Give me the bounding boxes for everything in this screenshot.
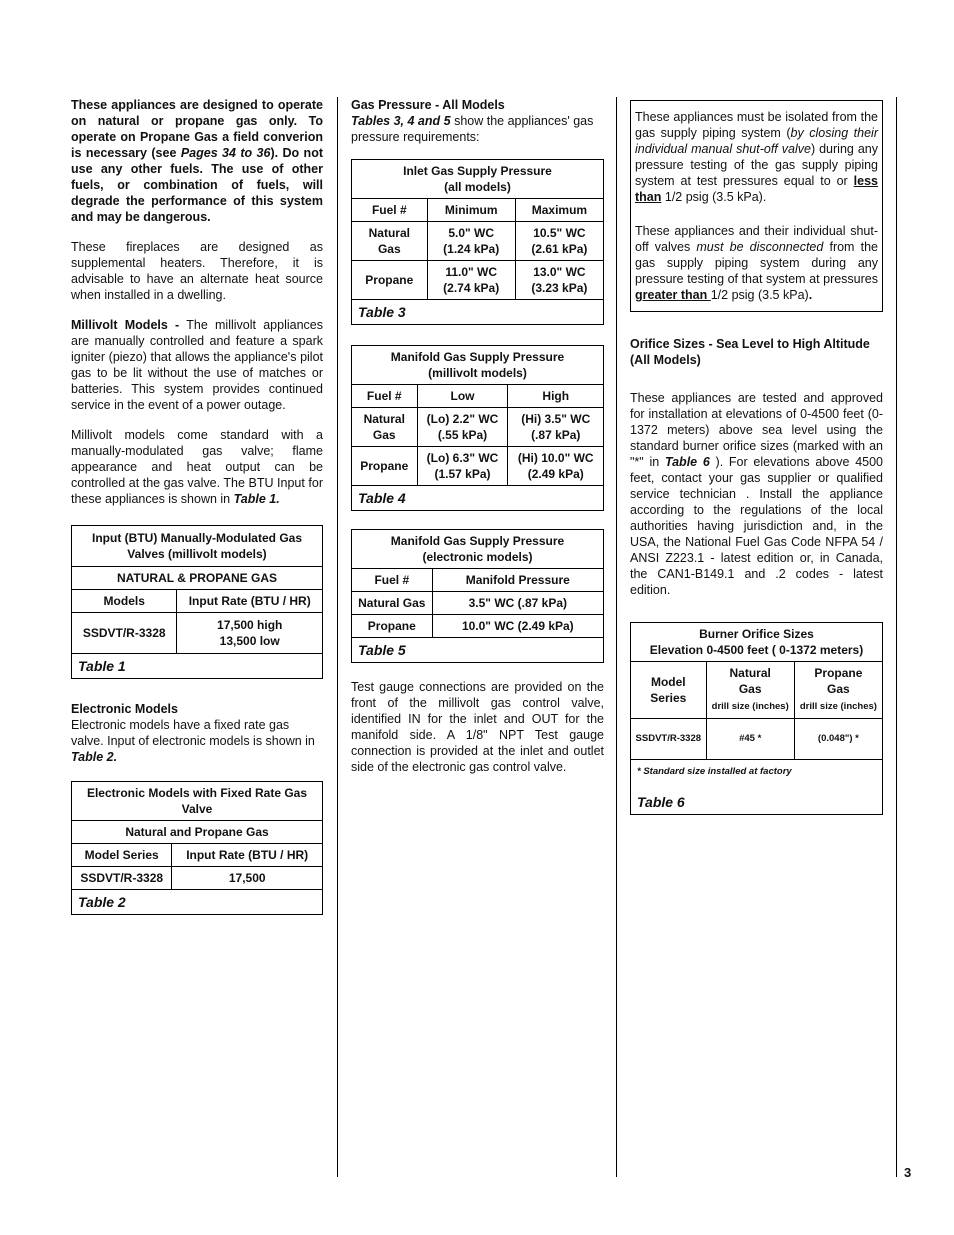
millivolt-paragraph-2: Millivolt models come standard with a manually-modulated gas valve; flame appearance and heat output can be controlled at the gas valve. The BTU Input for these appliances is shown in Table 1. [71,428,323,506]
table-3 [351,159,604,325]
column-3 [630,100,883,831]
column-2 [351,97,604,789]
table-1-title: Input (BTU) Manually-Modulated Gas Valves (millivolt models) [72,526,323,567]
table-4-low: (Lo) 2.2" WC (.55 kPa) [417,408,508,447]
column-1 [71,97,323,931]
table-6-title: Burner Orifice Sizes Elevation 0-4500 feet ( 0-1372 meters) [631,623,883,662]
table-4-fuel: Propane [352,447,418,486]
page-number: 3 [904,1165,912,1180]
table-3-caption: Table 3 [352,300,604,325]
table-1 [71,525,323,679]
isolation-notice-box [630,100,883,312]
millivolt-paragraph: Millivolt Models - The millivolt appliances are manually controlled and feature a spark igniter (piezo) that allows the appliance's pilot gas to be lit without the use of matches or batteries. This system provides continued service in the event of a power outage. [71,318,323,412]
table-6 [630,622,883,815]
table-1-header-models: Models [72,590,177,613]
table-4-header-low: Low [417,385,508,408]
table-4-fuel: Natural Gas [352,408,418,447]
orifice-paragraph: These appliances are tested and approved for installation at elevations of 0-4500 feet (0-1372 meters) above sea level using the standard burner orifice sizes (marked with an "*" in Table 6 ). For elevations above 4500 feet, contact your gas supplier or qualified service technician . Install the appliance according to the regulations of the local authorities having jurisdiction and, in the USA, the National Fuel Gas Code NFPA 54 / ANSI Z223.1 - latest edition or, in Canada, the CAN1-B149.1 and .2 codes - latest edition. [630,391,884,597]
table-3-min: 11.0" WC (2.74 kPa) [427,261,515,300]
table-5-caption: Table 5 [352,638,604,663]
gas-pressure-paragraph: Gas Pressure - All Models Tables 3, 4 and 5 show the appliances' gas pressure requirements: [351,98,594,144]
table-3-title: Inlet Gas Supply Pressure (all models) [352,160,604,199]
column-rule-3 [896,97,897,1177]
table-4-low: (Lo) 6.3" WC (1.57 kPa) [417,447,508,486]
gauge-paragraph: Test gauge connections are provided on the front of the millivolt gas control valve, identified IN for the inlet and OUT for the manifold side. A 1/8" NPT Test gauge connection is provided at the inlet and outlet side of the electronic gas control valve. [351,680,604,774]
table-4-high: (Hi) 3.5" WC (.87 kPa) [508,408,604,447]
isolation-paragraph-2: These appliances and their individual shut-off valves must be disconnected from the gas supply piping system during any pressure testing of that system at pressures greater than 1/2 psig (3.5 kPa). [635,224,878,302]
table-2-title: Electronic Models with Fixed Rate Gas Valve [72,782,323,821]
table-1-header-rate: Input Rate (BTU / HR) [177,590,323,613]
table-6-note-caption: * Standard size installed at factory [631,760,883,795]
table-5-header-pressure: Manifold Pressure [432,569,603,592]
column-rule-1 [337,97,338,1177]
table-4-caption: Table 4 [352,486,604,511]
table-5-title: Manifold Gas Supply Pressure (electronic models) [352,530,604,569]
warning-paragraph: These appliances are designed to operate on natural or propane gas only. To operate on Propane Gas a field converion is necessary (see Pages 34 to 36). Do not use any other fuels. The use of other fuels, or combination of fuels, will degrade the performance of this system and may be dangerous. [71,98,323,224]
table-1-caption: Table 1 [72,654,323,679]
table-2-subtitle: Natural and Propane Gas [72,821,323,844]
table-4-title: Manifold Gas Supply Pressure (millivolt models) [352,346,604,385]
table-5-pressure: 3.5" WC (.87 kPa) [432,592,603,615]
table-5 [351,529,604,663]
table-2 [71,781,323,915]
electronic-paragraph: Electronic Models Electronic models have a fixed rate gas valve. Input of electronic models is shown in Table 2. [71,702,315,764]
table-6-header-model: Model Series [631,662,707,719]
table-2-rate: 17,500 [172,867,323,890]
orifice-title: Orifice Sizes - Sea Level to High Altitude (All Models) [630,337,870,367]
table-6-header-natural: Natural Gas drill size (inches) [706,662,794,719]
table-6-propane: (0.048") * [794,719,882,760]
table-3-max: 13.0" WC (3.23 kPa) [515,261,603,300]
table-1-subtitle: NATURAL & PROPANE GAS [72,567,323,590]
table-6-caption: Table 6 [631,794,883,815]
isolation-paragraph-1: These appliances must be isolated from the gas supply piping system (by closing their individual manual shut-off valve) during any pressure testing of the gas supply piping system at test pressures equal to or less than 1/2 psig (3.5 kPa). [635,110,878,204]
table-6-header-propane: Propane Gas drill size (inches) [794,662,882,719]
table-3-fuel: Propane [352,261,428,300]
table-5-fuel: Propane [352,615,433,638]
table-3-header-fuel: Fuel # [352,199,428,222]
table-3-min: 5.0" WC (1.24 kPa) [427,222,515,261]
table-3-header-max: Maximum [515,199,603,222]
table-5-pressure: 10.0" WC (2.49 kPa) [432,615,603,638]
table-1-rate: 17,500 high 13,500 low [177,613,323,654]
table-3-fuel: Natural Gas [352,222,428,261]
table-2-caption: Table 2 [72,890,323,915]
table-4 [351,345,604,511]
table-1-model: SSDVT/R-3328 [72,613,177,654]
table-4-high: (Hi) 10.0" WC (2.49 kPa) [508,447,604,486]
table-3-header-min: Minimum [427,199,515,222]
table-4-header-high: High [508,385,604,408]
intro-paragraph: These fireplaces are designed as supplemental heaters. Therefore, it is advisable to have an alternate heat source when installed in a dwelling. [71,240,323,302]
table-6-natural: #45 * [706,719,794,760]
table-2-header-rate: Input Rate (BTU / HR) [172,844,323,867]
table-5-header-fuel: Fuel # [352,569,433,592]
table-2-header-model: Model Series [72,844,172,867]
table-4-header-fuel: Fuel # [352,385,418,408]
table-2-model: SSDVT/R-3328 [72,867,172,890]
table-6-model: SSDVT/R-3328 [631,719,707,760]
table-3-max: 10.5" WC (2.61 kPa) [515,222,603,261]
column-rule-2 [616,97,617,1177]
table-5-fuel: Natural Gas [352,592,433,615]
